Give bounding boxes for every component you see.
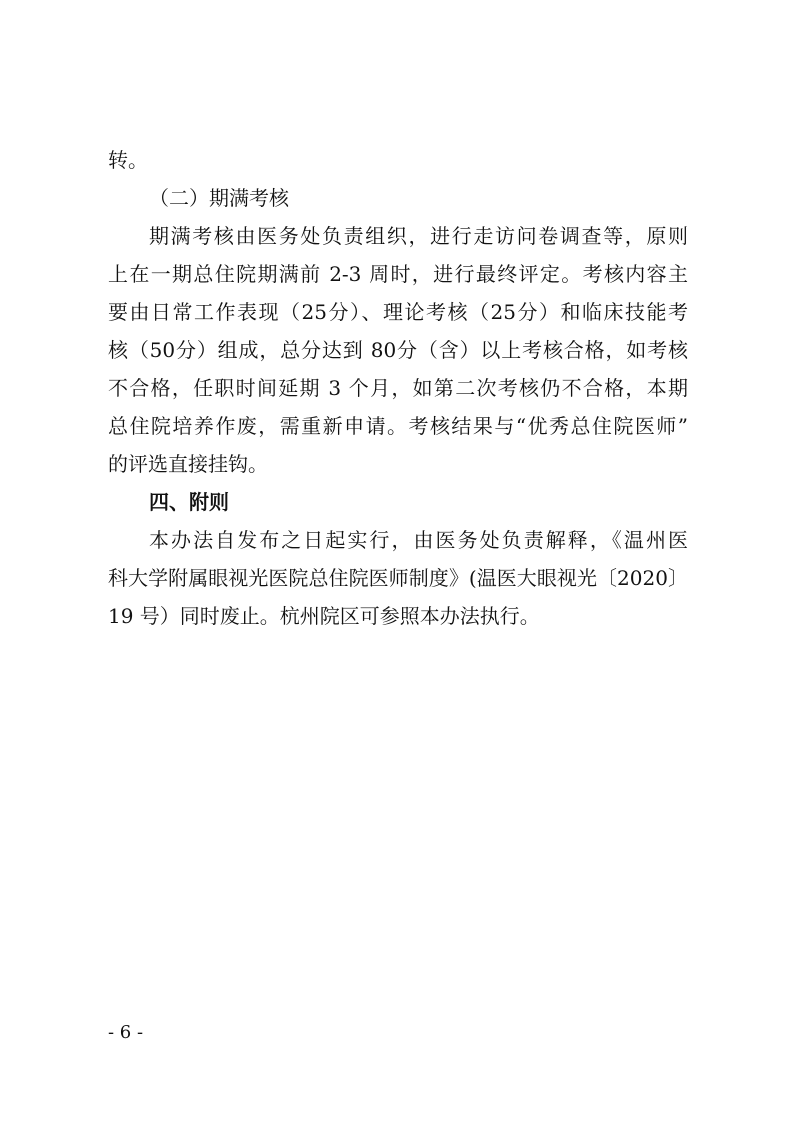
paragraph-line: 不合格，任职时间延期 3 个月，如第二次考核仍不合格，本期 [108, 376, 688, 400]
paragraph-line: 总住院培养作废，需重新申请。考核结果与“优秀总住院医师” [108, 414, 688, 438]
section-heading: 四、附则 [149, 490, 229, 514]
paragraph-line: 本办法自发布之日起实行，由医务处负责解释，《温州医 [149, 528, 688, 552]
paragraph-line: 19 号）同时废止。杭州院区可参照本办法执行。 [108, 604, 540, 628]
paragraph-line: 核（50分）组成，总分达到 80分（含）以上考核合格，如考核 [108, 338, 688, 362]
paragraph-line: 科大学附属眼视光医院总住院医师制度》(温医大眼视光〔2020〕 [108, 566, 688, 590]
paragraph-line: 要由日常工作表现（25分）、理论考核（25分）和临床技能考 [108, 300, 688, 324]
page-number: - 6 - [108, 1022, 144, 1043]
subsection-heading: （二）期满考核 [149, 186, 289, 210]
paragraph-line: 上在一期总住院期满前 2-3 周时，进行最终评定。考核内容主 [108, 262, 688, 286]
text-line: 转。 [108, 148, 148, 172]
paragraph-line: 的评选直接挂钩。 [108, 452, 268, 476]
paragraph-line: 期满考核由医务处负责组织，进行走访问卷调查等，原则 [149, 224, 688, 248]
